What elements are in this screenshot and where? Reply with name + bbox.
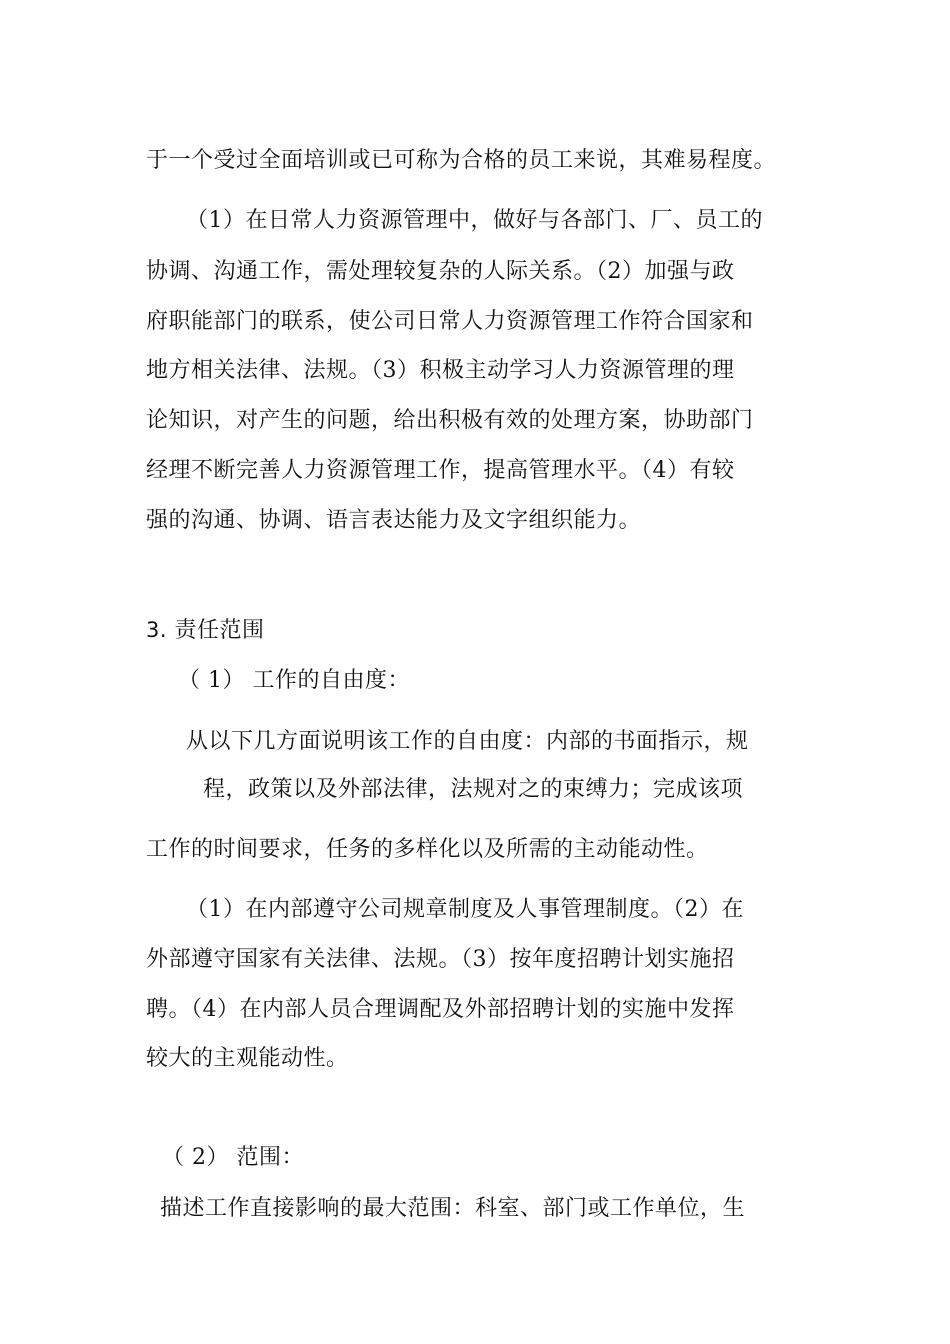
description-line: 描述工作直接影响的最大范围：科室、部门或工作单位，生: [160, 1196, 746, 1221]
paragraph-line: 强的沟通、协调、语言表达能力及文字组织能力。: [146, 508, 642, 533]
section-heading: [146, 615, 265, 646]
section-title: 责任范围: [174, 618, 265, 643]
paragraph-line: 地方相关法律、法规。（3）积极主动学习人力资源管理的理: [146, 358, 735, 383]
answer-line: 外部遵守国家有关法律、法规。（3）按年度招聘计划实施招: [146, 947, 735, 972]
answer-line: 聘。（4）在内部人员合理调配及外部招聘计划的实施中发挥: [146, 997, 735, 1022]
subsection-1-label: （ 1） 工作的自由度：: [178, 668, 410, 693]
subsection-2-label: （ 2） 范围：: [162, 1145, 304, 1170]
intro-line: 于一个受过全面培训或已可称为合格的员工来说，其难易程度。: [146, 148, 777, 173]
answer-line: （1）在内部遵守公司规章制度及人事管理制度。（2）在: [186, 897, 744, 922]
paragraph-line: （1）在日常人力资源管理中，做好与各部门、厂、员工的: [186, 208, 763, 233]
section-number: 3.: [146, 618, 168, 642]
answer-line: 较大的主观能动性。: [146, 1046, 349, 1071]
paragraph-line: 经理不断完善人力资源管理工作，提高管理水平。（4）有较: [146, 458, 735, 483]
description-line: 从以下几方面说明该工作的自由度：内部的书面指示，规: [186, 729, 749, 754]
description-line: 程，政策以及外部法律，法规对之的束缚力；完成该项: [203, 777, 744, 802]
description-line: 工作的时间要求，任务的多样化以及所需的主动能动性。: [146, 837, 709, 862]
paragraph-line: 论知识，对产生的问题，给出积极有效的处理方案，协助部门: [146, 408, 754, 433]
paragraph-line: 府职能部门的联系，使公司日常人力资源管理工作符合国家和: [146, 309, 754, 334]
paragraph-line: 协调、沟通工作，需处理较复杂的人际关系。（2）加强与政: [146, 259, 735, 284]
